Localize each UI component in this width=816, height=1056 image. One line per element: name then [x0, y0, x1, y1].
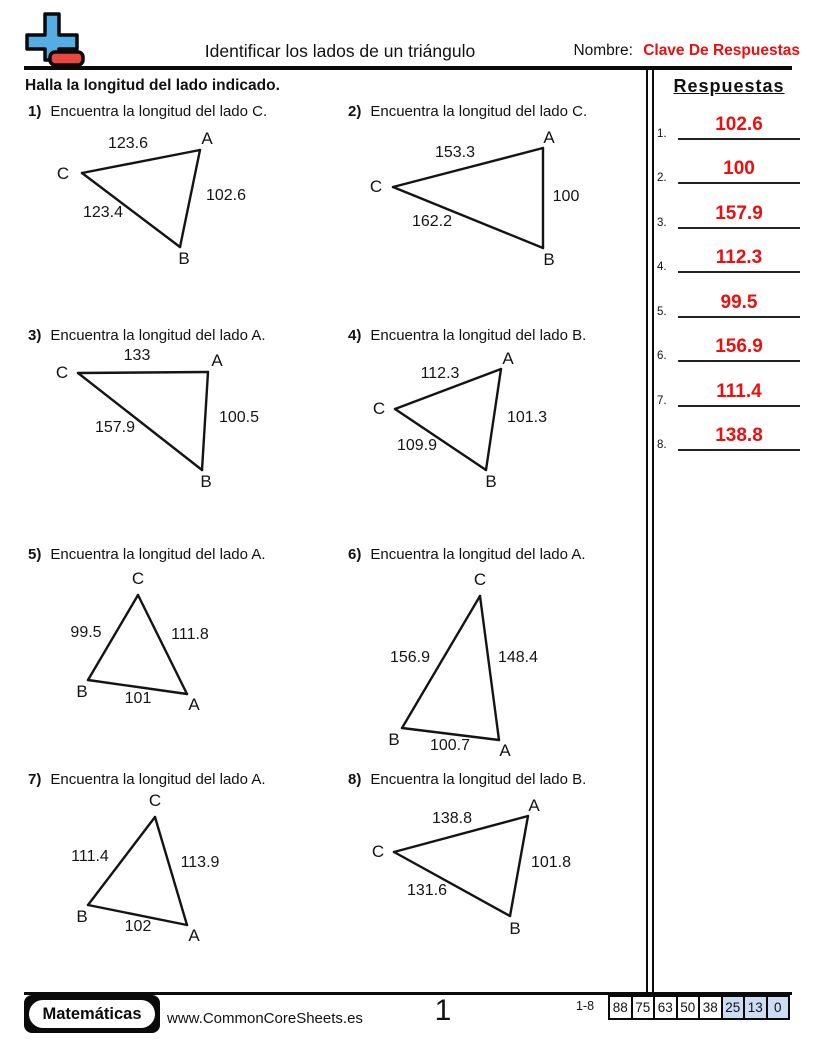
side-length-label: 123.6 [107, 135, 149, 152]
problem-1-number: 1) [28, 103, 42, 120]
side-length-label: 100 [552, 188, 580, 205]
score-cell: 13 [745, 997, 766, 1018]
side-length-label: 112.3 [420, 365, 460, 382]
side-length-label: 156.9 [389, 649, 431, 666]
answer-row-4 [656, 245, 800, 273]
vertex-c-label: C [369, 177, 383, 196]
vertex-c-label: C [148, 791, 162, 810]
side-length-label: 113.9 [180, 854, 220, 871]
answer-row-5 [656, 290, 800, 318]
problem-6-question [348, 546, 586, 563]
vertex-c-label: C [55, 363, 69, 382]
answer-value: 112.3 [678, 245, 800, 273]
problem-2-question [348, 103, 587, 120]
answer-value: 111.4 [678, 379, 800, 407]
vertex-b-label: B [509, 919, 521, 938]
problem-8-triangle [348, 789, 658, 954]
side-length-label: 100.5 [218, 409, 260, 426]
header-divider [24, 66, 792, 70]
side-length-label: 102.6 [205, 187, 247, 204]
vertex-a-label: A [211, 351, 223, 370]
vertex-a-label: A [188, 695, 200, 714]
answer-value: 138.8 [678, 423, 800, 451]
vertex-c-label: C [473, 570, 487, 589]
score-cell: 50 [678, 997, 699, 1018]
side-length-label: 101.3 [506, 409, 548, 426]
problem-1-text: Encuentra la longitud del lado C. [50, 103, 268, 120]
vertex-a-label: A [499, 741, 511, 760]
answer-number: 1. [657, 128, 667, 140]
problem-8-question [348, 771, 586, 788]
problem-7-text: Encuentra la longitud del lado A. [50, 771, 266, 788]
score-table [608, 995, 790, 1020]
vertex-c-label: C [371, 842, 385, 861]
vertex-a-label: A [188, 926, 200, 945]
problem-8-text: Encuentra la longitud del lado B. [370, 771, 587, 788]
name-block [573, 42, 800, 60]
side-length-label: 153.3 [434, 144, 476, 161]
answer-number: 7. [657, 395, 667, 407]
brand-badge-label: Matemáticas [27, 998, 157, 1030]
score-cell: 75 [633, 997, 654, 1018]
side-length-label: 133 [123, 347, 151, 364]
side-length-label: 138.8 [431, 810, 473, 827]
vertex-c-label: C [56, 164, 70, 183]
answer-number: 5. [657, 306, 667, 318]
problem-5-triangle [28, 564, 338, 724]
answer-value: 157.9 [678, 201, 800, 229]
problem-5-text: Encuentra la longitud del lado A. [50, 546, 266, 563]
side-length-label: 148.4 [497, 649, 539, 666]
score-cell: 63 [655, 997, 676, 1018]
problem-6-text: Encuentra la longitud del lado A. [370, 546, 586, 563]
answer-value: 100 [678, 156, 800, 184]
answer-row-1 [656, 112, 800, 140]
instruction-text: Halla la longitud del lado indicado. [25, 77, 280, 94]
problem-7-question [28, 771, 266, 788]
commoncoresheets-logo-icon [12, 10, 112, 72]
vertex-b-label: B [76, 907, 88, 926]
problem-4-text: Encuentra la longitud del lado B. [370, 327, 587, 344]
answers-column-divider [646, 69, 654, 994]
problem-7-triangle [28, 789, 338, 954]
problem-1-question [28, 103, 267, 120]
answer-row-2 [656, 156, 800, 184]
side-length-label: 162.2 [411, 213, 453, 230]
side-length-label: 101 [124, 690, 152, 707]
problem-5-number: 5) [28, 546, 42, 563]
problem-4-triangle [348, 340, 658, 498]
side-length-label: 111.8 [171, 626, 209, 643]
side-length-label: 111.4 [71, 848, 109, 865]
brand-badge [24, 995, 160, 1033]
vertex-c-label: C [372, 399, 386, 418]
problem-3-number: 3) [28, 327, 42, 344]
vertex-b-label: B [485, 472, 497, 491]
side-length-label: 102 [124, 918, 152, 935]
problem-3-text: Encuentra la longitud del lado A. [50, 327, 266, 344]
side-length-label: 131.6 [406, 882, 448, 899]
side-length-label: 100.7 [429, 737, 471, 754]
side-length-label: 157.9 [94, 419, 136, 436]
answer-key-label: Clave De Respuestas [643, 42, 800, 59]
website-text: www.CommonCoreSheets.es [167, 1010, 363, 1027]
vertex-a-label: A [502, 349, 514, 368]
score-range-label: 1-8 [575, 999, 595, 1013]
vertex-b-label: B [76, 682, 88, 701]
problem-3-triangle [28, 340, 338, 498]
problem-5-question [28, 546, 266, 563]
answer-value: 156.9 [678, 334, 800, 362]
vertex-a-label: A [201, 129, 213, 148]
page-number: 1 [434, 994, 452, 1027]
answer-value: 102.6 [678, 112, 800, 140]
answer-number: 8. [657, 439, 667, 451]
vertex-b-label: B [178, 249, 190, 268]
score-cell: 0 [768, 997, 789, 1018]
vertex-b-label: B [200, 472, 212, 491]
problem-6-number: 6) [348, 546, 362, 563]
problem-2-number: 2) [348, 103, 362, 120]
answers-title: Respuestas [673, 76, 785, 96]
answer-number: 6. [657, 350, 667, 362]
problem-2-triangle [348, 124, 658, 276]
page-title: Identificar los lados de un triángulo [204, 41, 476, 61]
score-cell: 25 [723, 997, 744, 1018]
problem-2-text: Encuentra la longitud del lado C. [370, 103, 588, 120]
side-length-label: 123.4 [82, 204, 124, 221]
answer-row-6 [656, 334, 800, 362]
vertex-b-label: B [543, 250, 555, 269]
vertex-b-label: B [388, 730, 400, 749]
answer-number: 3. [657, 217, 667, 229]
answer-number: 2. [657, 172, 667, 184]
answer-number: 4. [657, 261, 667, 273]
side-length-label: 99.5 [70, 624, 102, 641]
answer-row-7 [656, 379, 800, 407]
minus-icon [50, 52, 83, 65]
name-label: Nombre: [573, 42, 633, 59]
score-cell: 38 [700, 997, 721, 1018]
problem-6-triangle [348, 564, 658, 764]
problem-4-number: 4) [348, 327, 362, 344]
answer-row-3 [656, 201, 800, 229]
answer-row-8 [656, 423, 800, 451]
side-length-label: 109.9 [396, 437, 438, 454]
answer-value: 99.5 [678, 290, 800, 318]
side-length-label: 101.8 [530, 854, 572, 871]
problem-1-triangle [28, 124, 338, 276]
score-cell: 88 [610, 997, 631, 1018]
problem-7-number: 7) [28, 771, 42, 788]
vertex-a-label: A [543, 128, 555, 147]
vertex-c-label: C [131, 569, 145, 588]
vertex-a-label: A [528, 796, 540, 815]
problem-8-number: 8) [348, 771, 362, 788]
